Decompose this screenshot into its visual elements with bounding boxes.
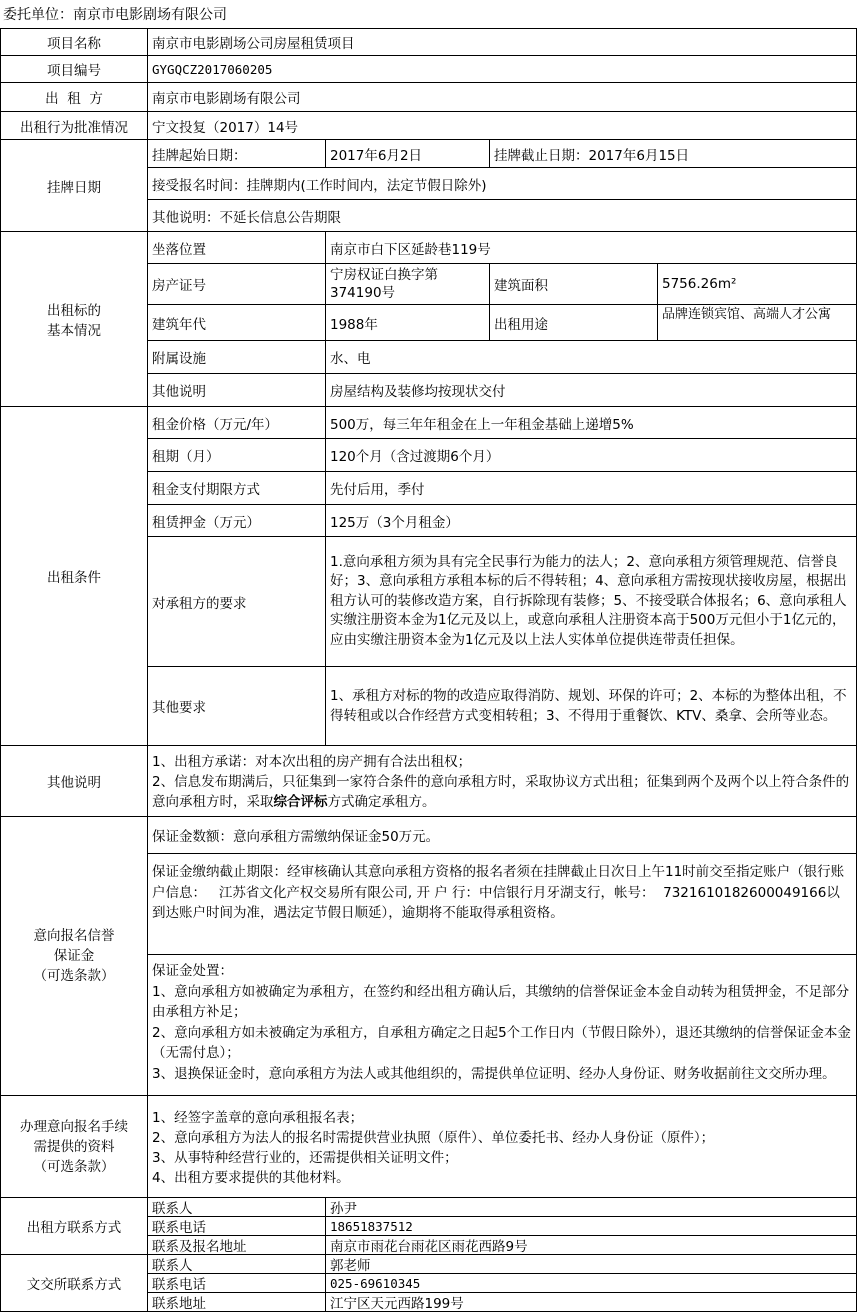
lessor-phone-label: 联系电话: [147, 1216, 326, 1236]
approval-value: 宁文投复（2017）14号: [147, 111, 857, 140]
requirements-value: 1.意向承租方须为具有完全民事行为能力的法人；2、意向承租方须管理规范、信誉良好；3、意向承租方承租本标的后不得转租；4、意向承租方需按现状接收房屋，根据出租方认可的装修改造方案，自行拆除现有装修；5、不接受联合体报名；6、意向承租人实缴注册资本金为1亿元及以上，或意向承租人注册资本高于500万元但小于1亿元的，应由实缴注册资本金为1亿元及以上法人实体单位提供连带责任担保。: [325, 536, 857, 667]
materials-value: 1、经签字盖章的意向承租报名表； 2、意向承租方为法人的报名时需提供营业执照（原件）、单位委托书、经办人身份证（原件）； 3、从事特种经营行业的，还需提供相关证明文件； 4、出租方要求提供的其他材料。: [147, 1095, 857, 1198]
exchange-person-label: 联系人: [147, 1254, 326, 1274]
lessor-address-value: 南京市雨花台雨花区雨花西路9号: [325, 1235, 857, 1255]
build-year-value: 1988年: [325, 304, 490, 341]
price-label: 租金价格（万元/年）: [147, 406, 326, 439]
conditions-label: 出租条件: [0, 406, 148, 746]
basic-note-value: 房屋结构及装修均按现状交付: [325, 373, 857, 407]
deposit-label: 租赁押金（万元）: [147, 504, 326, 537]
other-notes-line1: 1、出租方承诺：对本次出租的房产拥有合法出租权；: [152, 754, 472, 770]
exchange-phone-value: 025-69610345: [325, 1273, 857, 1293]
property-cert-label: 房产证号: [147, 263, 326, 305]
location-value: 南京市白下区延龄巷119号: [325, 231, 857, 264]
term-value: 120个月（含过渡期6个月）: [325, 438, 857, 472]
bond-deadline: 保证金缴纳截止期限：经审核确认其意向承租方资格的报名者须在挂牌截止日次日上午11时前交至指定账户（银行账户信息： 江苏省文化产权交易所有限公司, 开 户 行：中信银行月牙湖支行，帐号： 7321610182600049166以到达账户时间为准，遇法定节假日顺延），逾期将不能取得承租资格。: [147, 853, 857, 955]
listing-signup-time: 接受报名时间：挂牌期内(工作时间内，法定节假日除外): [147, 167, 857, 200]
exchange-address-value: 江宁区天元西路199号: [325, 1292, 857, 1312]
basic-info-label: 出租标的 基本情况: [0, 231, 148, 407]
listing-start-value: 2017年6月2日: [325, 139, 490, 168]
project-name-value: 南京市电影剧场公司房屋租赁项目: [147, 28, 857, 56]
basic-note-label: 其他说明: [147, 373, 326, 407]
other-notes-line2-end: 方式确定承租方。: [327, 794, 436, 810]
deposit-value: 125万（3个月租金）: [325, 504, 857, 537]
facility-label: 附属设施: [147, 340, 326, 374]
listing-start-label: 挂牌起始日期：: [147, 139, 326, 168]
listing-date-label: 挂牌日期: [0, 139, 148, 232]
project-code-label: 项目编号: [0, 55, 148, 83]
facility-value: 水、电: [325, 340, 857, 374]
bond-handling: 保证金处置： 1、意向承租方如被确定为承租方，在签约和经出租方确认后，其缴纳的信誉保证金本金自动转为租赁押金，不足部分由承租方补足； 2、意向承租方如未被确定为承租方，自承租方确定之日起5个工作日内（节假日除外），退还其缴纳的信誉保证金本金（无需付息）； 3、退换保证金时，意向承租方为法人或其他组织的，需提供单位证明、经办人身份证、财务收据前往文交所办理。: [147, 954, 857, 1096]
other-req-value: 1、承租方对标的物的改造应取得消防、规划、环保的许可；2、本标的为整体出租，不得转租或以合作经营方式变相转租；3、不得用于重餐饮、KTV、桑拿、会所等业态。: [325, 666, 857, 746]
building-area-label: 建筑面积: [489, 263, 658, 305]
listing-end: 挂牌截止日期：2017年6月15日: [489, 139, 857, 168]
exchange-address-label: 联系地址: [147, 1292, 326, 1312]
other-notes-bold: 综合评标: [273, 794, 328, 810]
other-notes-value: [147, 745, 857, 817]
lessor-value: 南京市电影剧场有限公司: [147, 82, 857, 112]
lessor-address-label: 联系及报名地址: [147, 1235, 326, 1255]
exchange-phone-label: 联系电话: [147, 1273, 326, 1293]
payment-value: 先付后用，季付: [325, 471, 857, 505]
client-header: 委托单位：南京市电影剧场有限公司: [3, 7, 227, 23]
project-name-label: 项目名称: [0, 28, 148, 56]
bond-amount: 保证金数额：意向承租方需缴纳保证金50万元。: [147, 816, 857, 854]
lessor-person-label: 联系人: [147, 1197, 326, 1217]
bond-label: 意向报名信誉 保证金 （可选条款）: [0, 816, 148, 1096]
rental-use-label: 出租用途: [489, 304, 658, 341]
lessor-person-value: 孙尹: [325, 1197, 857, 1217]
materials-label: 办理意向报名手续 需提供的资料 （可选条款）: [0, 1095, 148, 1198]
building-area-value: 5756.26m²: [657, 263, 857, 305]
lessor-label: 出 租 方: [0, 82, 148, 112]
exchange-person-value: 郭老师: [325, 1254, 857, 1274]
other-notes-label: 其他说明: [0, 745, 148, 817]
payment-label: 租金支付期限方式: [147, 471, 326, 505]
build-year-label: 建筑年代: [147, 304, 326, 341]
location-label: 坐落位置: [147, 231, 326, 264]
listing-other-note: 其他说明：不延长信息公告期限: [147, 199, 857, 232]
exchange-contact-label: 文交所联系方式: [0, 1254, 148, 1312]
project-code-value: GYGQCZ2017060205: [147, 55, 857, 83]
price-value: 500万，每三年年租金在上一年租金基础上递增5%: [325, 406, 857, 439]
approval-label: 出租行为批准情况: [0, 111, 148, 140]
lessor-phone-value: 18651837512: [325, 1216, 857, 1236]
property-cert-value: 宁房权证白换字第 374190号: [325, 263, 490, 305]
rental-use-value: 品牌连锁宾馆、高端人才公寓: [657, 304, 857, 341]
term-label: 租期（月）: [147, 438, 326, 472]
other-req-label: 其他要求: [147, 666, 326, 746]
other-notes-line2: 2、信息发布期满后，只征集到一家符合条件的意向承租方时，采取协议方式出租；征集到两个及两个以上符合条件的意向承租方时，采取: [152, 774, 850, 810]
requirements-label: 对承租方的要求: [147, 536, 326, 667]
lessor-contact-label: 出租方联系方式: [0, 1197, 148, 1255]
